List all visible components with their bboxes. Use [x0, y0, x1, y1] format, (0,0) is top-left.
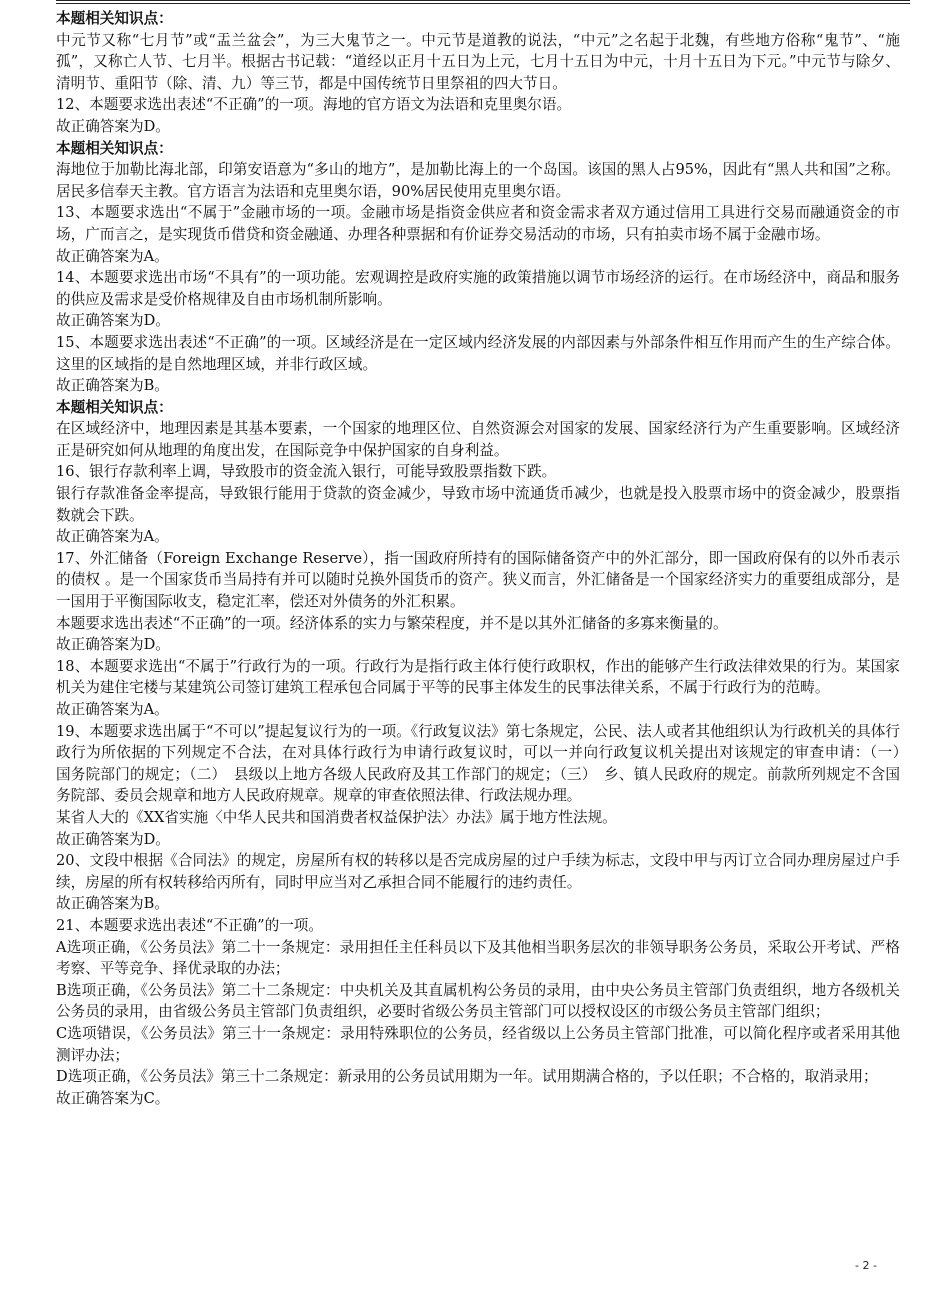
- paragraph: 故正确答案为B。: [56, 377, 169, 395]
- paragraph: 故正确答案为B。: [56, 895, 169, 913]
- paragraph: 21、本题要求选出表述“不正确”的一项。: [56, 916, 323, 934]
- paragraph: C选项错误，《公务员法》第三十一条规定：录用特殊职位的公务员，经省级以上公务员主管部门批准，可以简化程序或者采用其他测评办法；: [56, 1024, 900, 1064]
- paragraph: 中元节又称“七月节”或“盂兰盆会”，为三大鬼节之一。中元节是道教的说法，“中元”之名起于北魏，有些地方俗称“鬼节”、“施孤”，又称亡人节、七月半。根据古书记载：“道经以正月十五日为上元，七月十五日为中元，十月十五日为下元。”中元节与除夕、清明节、重阳节（除、清、九）等三节，都是中国传统节日里祭祖的四大节日。: [56, 31, 900, 92]
- paragraph: 某省人大的《XX省实施〈中华人民共和国消费者权益保护法〉办法》属于地方性法规。: [56, 808, 617, 826]
- paragraph: 16、银行存款利率上调，导致股市的资金流入银行，可能导致股票指数下跌。: [56, 463, 557, 481]
- paragraph: 本题要求选出表述“不正确”的一项。经济体系的实力与繁荣程度，并不是以其外汇储备的多寡来衡量的。: [56, 614, 728, 632]
- top-rule: [56, 0, 910, 4]
- paragraph: 15、本题要求选出表述“不正确”的一项。区域经济是在一定区域内经济发展的内部因素与外部条件相互作用而产生的生产综合体。这里的区域指的是自然地理区域，并非行政区域。: [56, 333, 900, 373]
- paragraph: 13、本题要求选出“不属于”金融市场的一项。金融市场是指资金供应者和资金需求者双方通过信用工具进行交易而融通资金的市场，广而言之，是实现货币借贷和资金融通、办理各种票据和有价证券交易活动的市场，只有拍卖市场不属于金融市场。: [56, 204, 900, 243]
- paragraph: 海地位于加勒比海北部，印第安语意为“多山的地方”，是加勒比海上的一个岛国。该国的黑人占95%，因此有“黑人共和国”之称。居民多信奉天主教。官方语言为法语和克里奥尔语，90%居民使用克里奥尔语。: [56, 161, 900, 200]
- paragraph: B选项正确，《公务员法》第二十二条规定：中央机关及其直属机构公务员的录用，由中央公务员主管部门负责组织，地方各级机关公务员的录用，由省级公务员主管部门负责组织，必要时省级公务员主管部门可以授权设区的市级公务员主管部门组织；: [56, 981, 900, 1021]
- paragraph: 故正确答案为D。: [56, 636, 170, 654]
- knowledge-heading: 本题相关知识点：: [56, 10, 173, 27]
- paragraph: 故正确答案为A。: [56, 528, 169, 546]
- paragraph: 故正确答案为C。: [56, 1089, 170, 1107]
- paragraph: 18、本题要求选出“不属于”行政行为的一项。行政行为是指行政主体行使行政职权，作出的能够产生行政法律效果的行为。某国家机关为建住宅楼与某建筑公司签订建筑工程承包合同属于平等的民事主体发生的民事法律关系，不属于行政行为的范畴。: [56, 657, 900, 697]
- paragraph: 14、本题要求选出市场“不具有”的一项功能。宏观调控是政府实施的政策措施以调节市场经济的运行。在市场经济中，商品和服务的供应及需求是受价格规律及自由市场机制所影响。: [56, 269, 900, 308]
- paragraph: 17、外汇储备（Foreign Exchange Reserve），指一国政府所持有的国际储备资产中的外汇部分，即一国政府保有的以外币表示的债权 。是一个国家货币当局持有并可以随时兑换外国货币的资产。狭义而言，外汇储备是一个国家经济实力的重要组成部分，是一国用于平衡国际收支，稳定汇率，偿还对外债务的外汇积累。: [56, 549, 900, 611]
- paragraph: 故正确答案为A。: [56, 247, 169, 265]
- paragraph: 故正确答案为D。: [56, 830, 170, 848]
- paragraph: 故正确答案为D。: [56, 312, 170, 330]
- paragraph: D选项正确，《公务员法》第三十二条规定：新录用的公务员试用期为一年。试用期满合格的，予以任职；不合格的，取消录用；: [56, 1068, 878, 1086]
- paragraph: 19、本题要求选出属于“不可以”提起复议行为的一项。《行政复议法》第七条规定，公民、法人或者其他组织认为行政机关的具体行政行为所依据的下列规定不合法，在对具体行政行为申请行政复议时，可以一并向行政复议机关提出对该规定的审查申请：（一） 国务院部门的规定；（二） 县级以上地方各级人民政府及其工作部门的规定；（三） 乡、镇人民政府的规定。前款所列规定不含国务院部、委员会规章和地方人民政府规章。规章的审查依照法律、行政法规办理。: [56, 722, 915, 805]
- paragraph: 故正确答案为D。: [56, 117, 170, 135]
- knowledge-heading: 本题相关知识点：: [56, 139, 173, 157]
- paragraph: 20、文段中根据《合同法》的规定，房屋所有权的转移以是否完成房屋的过户手续为标志，文段中甲与丙订立合同办理房屋过户手续，房屋的所有权转移给丙所有，同时甲应当对乙承担合同不能履行的违约责任。: [56, 852, 900, 891]
- paragraph: A选项正确，《公务员法》第二十一条规定：录用担任主任科员以下及其他相当职务层次的非领导职务公务员，采取公开考试、严格考察、平等竞争、择优录取的办法；: [56, 938, 900, 978]
- paragraph: 在区域经济中，地理因素是其基本要素，一个国家的地理区位、自然资源会对国家的发展、国家经济行为产生重要影响。区域经济正是研究如何从地理的角度出发，在国际竞争中保护国家的自身利益。: [56, 420, 900, 459]
- paragraph: 12、本题要求选出表述“不正确”的一项。海地的官方语文为法语和克里奥尔语。: [56, 96, 572, 114]
- page-number: - 2 -: [855, 1259, 877, 1272]
- knowledge-heading: 本题相关知识点：: [56, 398, 173, 416]
- paragraph: 故正确答案为A。: [56, 701, 169, 718]
- paragraph: 银行存款准备金率提高，导致银行能用于贷款的资金减少，导致市场中流通货币减少，也就是投入股票市场中的资金减少，股票指数就会下跌。: [56, 485, 900, 524]
- document-body: [56, 8, 915, 1109]
